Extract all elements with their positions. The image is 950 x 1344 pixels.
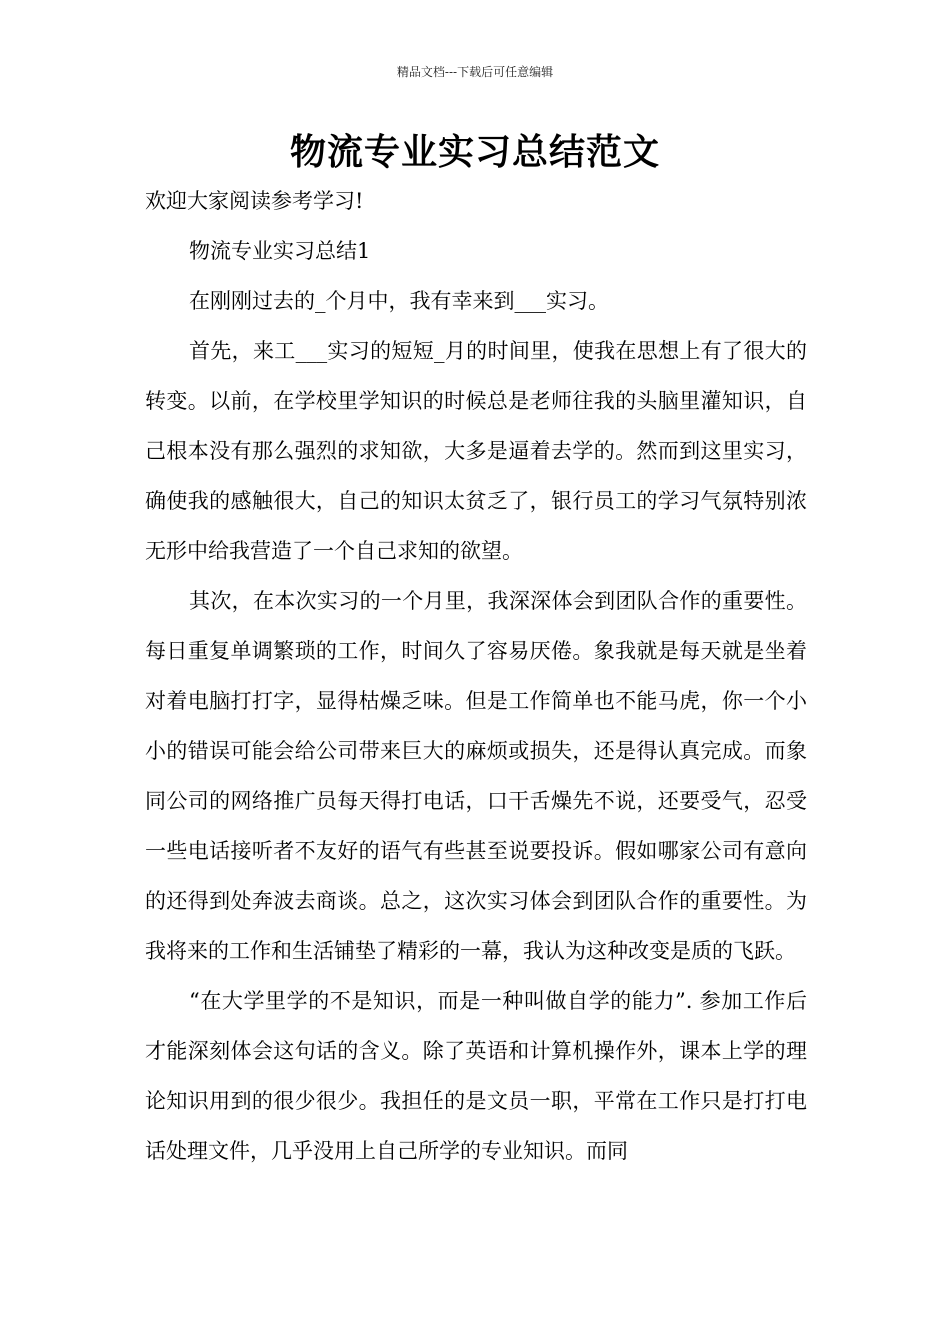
document-body — [145, 176, 807, 1176]
document-title: 物流专业实习总结范文 — [289, 131, 660, 173]
paragraph: 在刚刚过去的_个月中，我有幸来到___实习。 — [189, 289, 609, 313]
paragraph: 其次，在本次实习的一个月里，我深深体会到团队合作的重要性。每日重复单调繁琐的工作，时间久了容易厌倦。象我就是每天就是坐着对着电脑打打字，显得枯燥乏味。但是工作简单也不能马虎，你一个小小的错误可能会给公司带来巨大的麻烦或损失，还是得认真完成。而象同公司的网络推广员每天得打电话，口干舌燥先不说，还要受气，忍受一些电话接听者不友好的语气有些甚至说要投诉。假如哪家公司有意向的还得到处奔波去商谈。总之，这次实习体会到团队合作的重要性。为我将来的工作和生活铺垫了精彩的一幕，我认为这种改变是质的飞跃。 — [145, 589, 807, 963]
header-note: 精品文档---下载后可任意编辑 — [396, 65, 554, 79]
paragraph: 首先，来工___实习的短短_月的时间里，使我在思想上有了很大的转变。以前，在学校里学知识的时候总是老师往我的头脑里灌知识，自己根本没有那么强烈的求知欲，大多是逼着去学的。然而到这里实习，确使我的感触很大，自己的知识太贫乏了，银行员工的学习气氛特别浓无形中给我营造了一个自己求知的欲望。 — [145, 339, 807, 563]
section-title: 物流专业实习总结1 — [189, 239, 371, 263]
paragraph: “在大学里学的不是知识，而是一种叫做自学的能力”. 参加工作后才能深刻体会这句话的含义。除了英语和计算机操作外，课本上学的理论知识用到的很少很少。我担任的是文员一职，平常在工作只是打打电话处理文件，几乎没用上自己所学的专业知识。而同 — [145, 989, 807, 1163]
greeting-line: 欢迎大家阅读参考学习! — [145, 189, 364, 213]
